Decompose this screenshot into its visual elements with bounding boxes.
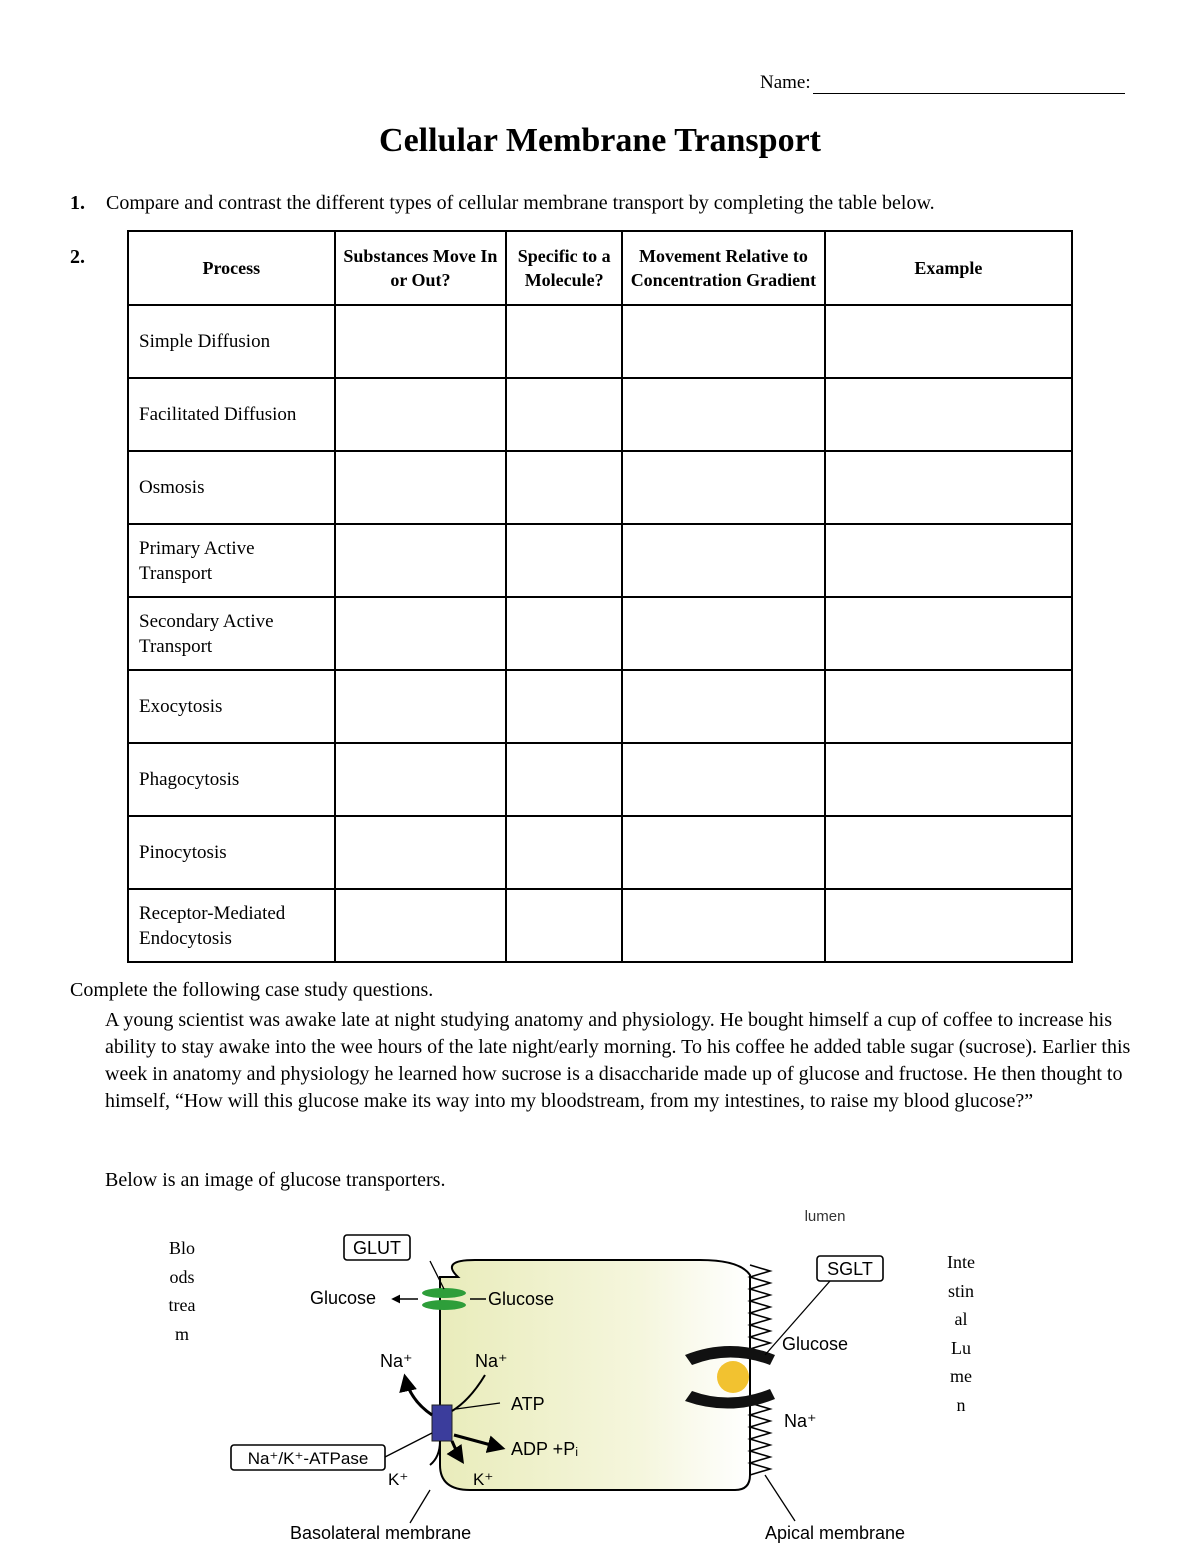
answer-cell-specific[interactable] (506, 451, 622, 524)
answer-cell-movement[interactable] (622, 451, 825, 524)
answer-cell-example[interactable] (825, 743, 1072, 816)
answer-cell-in-out[interactable] (335, 597, 507, 670)
process-name-cell: Osmosis (128, 451, 335, 524)
glut-label: GLUT (352, 1238, 402, 1258)
question-1-number: 1. (70, 192, 85, 214)
header-movement: Movement Relative to Concentration Gradient (622, 231, 825, 305)
answer-cell-example[interactable] (825, 670, 1072, 743)
na-lumen-label: Na⁺ (784, 1411, 817, 1431)
answer-cell-movement[interactable] (622, 743, 825, 816)
epithelial-cell (440, 1260, 750, 1490)
table-row (128, 670, 1072, 743)
answer-cell-in-out[interactable] (335, 889, 507, 962)
glucose-transporter-diagram (140, 1205, 940, 1550)
na-out-label: Na⁺ (380, 1351, 413, 1371)
answer-cell-in-out[interactable] (335, 524, 507, 597)
k-out-label: K⁺ (388, 1470, 409, 1489)
glut-transporter-top (422, 1288, 466, 1298)
process-name-cell: Primary Active Transport (128, 524, 335, 597)
answer-cell-movement[interactable] (622, 378, 825, 451)
table-row (128, 524, 1072, 597)
glucose-in-label: Glucose (488, 1289, 555, 1309)
answer-cell-movement[interactable] (622, 816, 825, 889)
answer-cell-movement[interactable] (622, 889, 825, 962)
glucose-out-label: Glucose (310, 1288, 377, 1308)
answer-cell-movement[interactable] (622, 305, 825, 378)
answer-cell-example[interactable] (825, 889, 1072, 962)
answer-cell-specific[interactable] (506, 889, 622, 962)
answer-cell-example[interactable] (825, 378, 1072, 451)
question-2-number: 2. (70, 246, 85, 268)
answer-cell-specific[interactable] (506, 597, 622, 670)
apical-microvilli (750, 1265, 770, 1475)
process-name-cell: Secondary Active Transport (128, 597, 335, 670)
header-specific: Specific to a Molecule? (506, 231, 622, 305)
table-row (128, 597, 1072, 670)
table-row (128, 305, 1072, 378)
na-k-atpase-pump (432, 1405, 452, 1441)
answer-cell-specific[interactable] (506, 816, 622, 889)
process-name-cell: Phagocytosis (128, 743, 335, 816)
process-name-cell: Exocytosis (128, 670, 335, 743)
adp-label: ADP +Pᵢ (511, 1439, 579, 1459)
header-in-out: Substances Move In or Out? (335, 231, 507, 305)
process-name-cell: Pinocytosis (128, 816, 335, 889)
case-study-body: A young scientist was awake late at night studying anatomy and physiology. He bought himself a cup of coffee to increase his ability to stay awake into the wee hours of the late night/early morning. To his coffee he added table sugar (sucrose). Earlier this week in anatomy and physiology he learned how sucrose is a disaccharide made up of glucose and fructose. He then thought to himself, “How will this glucose make its way into my bloodstream, from my intestines, to raise my blood glucose?” (105, 1009, 1131, 1112)
name-blank-line[interactable] (813, 75, 1125, 94)
transport-table (127, 230, 1073, 963)
apical-membrane-label: Apical membrane (765, 1523, 906, 1543)
answer-cell-specific[interactable] (506, 305, 622, 378)
process-name-cell: Simple Diffusion (128, 305, 335, 378)
glut-transporter-bottom (422, 1300, 466, 1310)
answer-cell-movement[interactable] (622, 597, 825, 670)
header-process: Process (128, 231, 335, 305)
sglt-label: SGLT (827, 1259, 873, 1279)
k-in-label: K⁺ (473, 1470, 494, 1489)
table-header-row (128, 231, 1072, 305)
answer-cell-specific[interactable] (506, 524, 622, 597)
answer-cell-in-out[interactable] (335, 816, 507, 889)
glucose-lumen-label: Glucose (782, 1334, 849, 1354)
name-field[interactable] (760, 72, 1125, 94)
answer-cell-in-out[interactable] (335, 378, 507, 451)
pump-label: Na⁺/K⁺-ATPase (247, 1449, 369, 1468)
na-in-label: Na⁺ (475, 1351, 508, 1371)
name-label: Name: (760, 72, 811, 93)
answer-cell-example[interactable] (825, 597, 1072, 670)
bloodstream-label: Blo ods trea m (168, 1238, 196, 1344)
case-study-intro: Complete the following case study questions. (70, 979, 434, 1001)
answer-cell-in-out[interactable] (335, 451, 507, 524)
table-row (128, 378, 1072, 451)
process-name-cell: Receptor-Mediated Endocytosis (128, 889, 335, 962)
process-name-cell: Facilitated Diffusion (128, 378, 335, 451)
answer-cell-movement[interactable] (622, 524, 825, 597)
table-row (128, 451, 1072, 524)
answer-cell-example[interactable] (825, 305, 1072, 378)
atp-label: ATP (511, 1394, 545, 1414)
answer-cell-movement[interactable] (622, 670, 825, 743)
table-row (128, 743, 1072, 816)
sglt-transporter (717, 1361, 749, 1393)
page-title: Cellular Membrane Transport (379, 122, 821, 159)
answer-cell-in-out[interactable] (335, 743, 507, 816)
diagram-caption: Below is an image of glucose transporters. (105, 1169, 446, 1191)
answer-cell-example[interactable] (825, 816, 1072, 889)
question-1-text: Compare and contrast the different types of cellular membrane transport by completing the table below. (106, 192, 935, 214)
answer-cell-specific[interactable] (506, 670, 622, 743)
answer-cell-example[interactable] (825, 524, 1072, 597)
answer-cell-example[interactable] (825, 451, 1072, 524)
answer-cell-specific[interactable] (506, 378, 622, 451)
intestinal-lumen-label: Inte stin al Lu me n (947, 1252, 975, 1415)
basolateral-membrane-label: Basolateral membrane (290, 1523, 472, 1543)
question-1 (70, 192, 935, 215)
table-row (128, 816, 1072, 889)
answer-cell-in-out[interactable] (335, 670, 507, 743)
table-row (128, 889, 1072, 962)
header-example: Example (825, 231, 1072, 305)
lumen-top-label: lumen (804, 1208, 846, 1225)
answer-cell-specific[interactable] (506, 743, 622, 816)
answer-cell-in-out[interactable] (335, 305, 507, 378)
